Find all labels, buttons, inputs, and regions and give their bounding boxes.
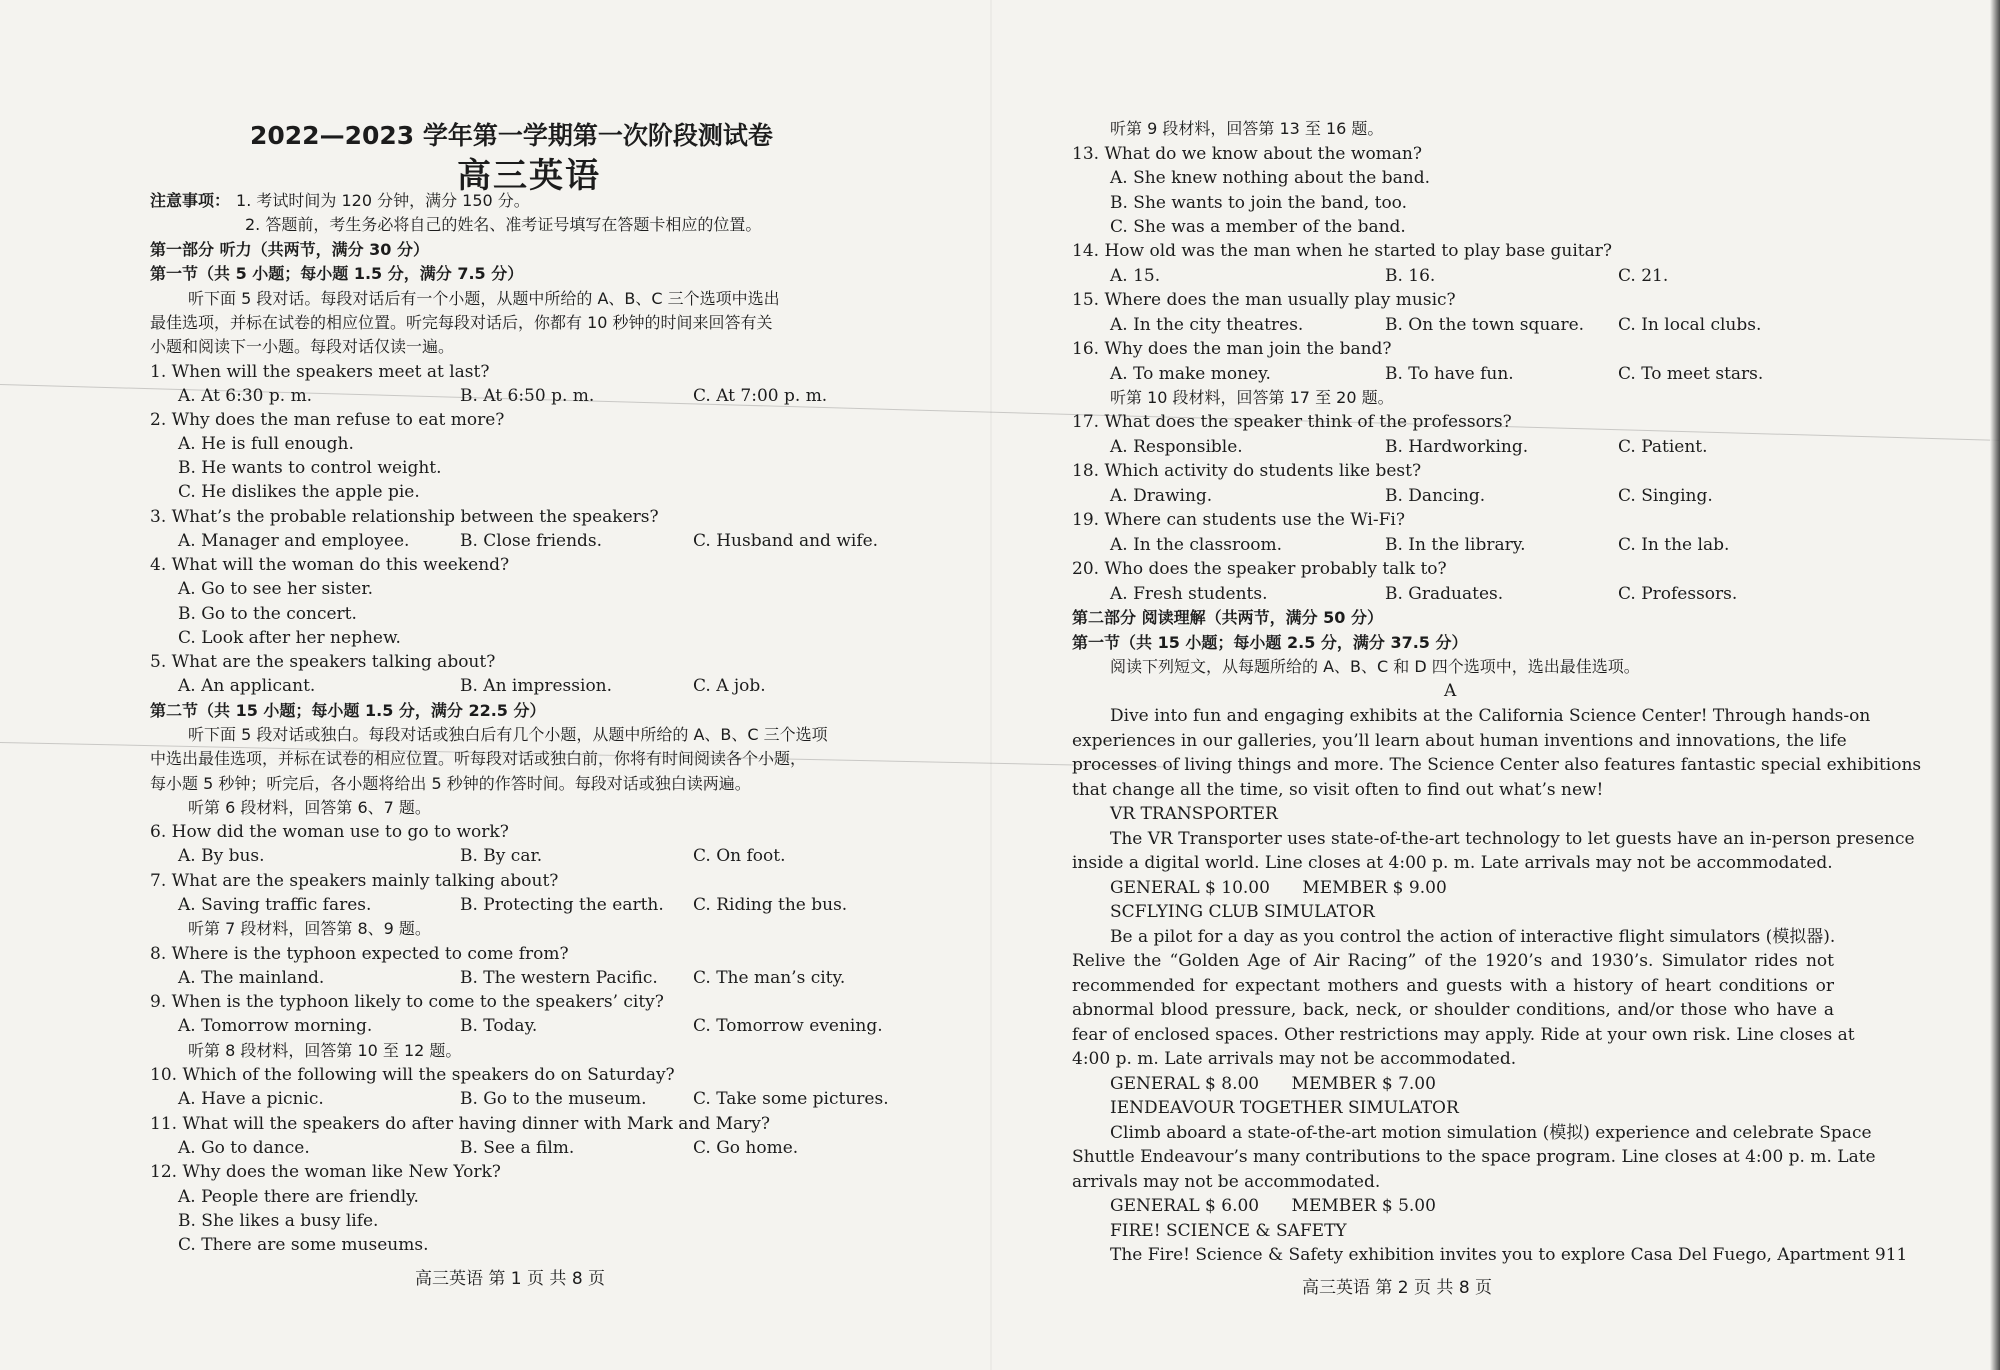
section2-instr-3: 每小题 5 秒钟；听完后，各小题将给出 5 秒钟的作答时间。每段对话或独白读两遍。 [150, 774, 751, 793]
exhibit-body-line: The Fire! Science & Safety exhibition invites you to explore Casa Del Fuego, Apartment 911 [1110, 1245, 1908, 1265]
option-c: C. Take some pictures. [693, 1089, 889, 1109]
option-a: A. She knew nothing about the band. [1110, 168, 1430, 188]
question-stem: 12. Why does the woman like New York? [150, 1162, 501, 1182]
option-c: C. Tomorrow evening. [693, 1016, 883, 1036]
option-a: A. By bus. [178, 846, 265, 866]
option-b: B. An impression. [460, 676, 613, 696]
part2-instr: 阅读下列短文，从每题所给的 A、B、C 和 D 四个选项中，选出最佳选项。 [1110, 657, 1640, 676]
option-a: A. Fresh students. [1110, 584, 1268, 604]
option-c: C. Husband and wife. [693, 531, 879, 551]
section1-instr-1: 听下面 5 段对话。每段对话后有一个小题，从题中所给的 A、B、C 三个选项中选出 [188, 289, 780, 308]
option-c: C. Singing. [1618, 486, 1713, 506]
option-b: B. At 6:50 p. m. [460, 386, 595, 406]
question-stem: 1. When will the speakers meet at last? [150, 362, 490, 382]
passage-letter: A [1444, 681, 1457, 701]
option-a: A. In the classroom. [1110, 535, 1283, 555]
notice-2: 2. 答题前，考生务必将自己的姓名、准考证号填写在答题卡相应的位置。 [245, 215, 762, 234]
question-stem: 19. Where can students use the Wi-Fi? [1072, 510, 1405, 530]
passage-cue-7: 听第 7 段材料，回答第 8、9 题。 [188, 919, 431, 938]
exhibit-body-line: fear of enclosed spaces. Other restrictions may apply. Ride at your own risk. Line closes at [1072, 1025, 1855, 1045]
option-c: C. Go home. [693, 1138, 799, 1158]
option-b: B. Go to the concert. [178, 604, 357, 624]
option-a: A. 15. [1110, 266, 1161, 286]
passage-cue-9: 听第 9 段材料，回答第 13 至 16 题。 [1110, 119, 1384, 138]
option-a: A. Responsible. [1110, 437, 1243, 457]
option-b: B. By car. [460, 846, 543, 866]
question-stem: 13. What do we know about the woman? [1072, 144, 1422, 164]
exhibit-body-line: Be a pilot for a day as you control the action of interactive flight simulators (模拟器). [1110, 927, 1836, 947]
exam-subject: 高三英语 [457, 156, 601, 196]
option-b: B. The western Pacific. [460, 968, 658, 988]
option-b: B. Today. [460, 1016, 538, 1036]
section1-instr-3: 小题和阅读下一小题。每段对话仅读一遍。 [150, 337, 455, 356]
question-stem: 6. How did the woman use to go to work? [150, 822, 509, 842]
option-c: C. In the lab. [1618, 535, 1730, 555]
exhibit-body-line: recommended for expectant mothers and guests with a history of heart conditions or [1072, 976, 1834, 996]
question-stem: 20. Who does the speaker probably talk to? [1072, 559, 1447, 579]
question-stem: 9. When is the typhoon likely to come to the speakers’ city? [150, 992, 664, 1012]
exhibit-title-endeavour: IENDEAVOUR TOGETHER SIMULATOR [1110, 1098, 1459, 1118]
option-a: A. Tomorrow morning. [178, 1016, 373, 1036]
option-c: C. He dislikes the apple pie. [178, 482, 420, 502]
passage-cue-6: 听第 6 段材料，回答第 6、7 题。 [188, 798, 431, 817]
option-c: C. Professors. [1618, 584, 1738, 604]
option-a: A. Manager and employee. [178, 531, 410, 551]
passage-cue-8: 听第 8 段材料，回答第 10 至 12 题。 [188, 1041, 462, 1060]
option-b: B. Graduates. [1385, 584, 1504, 604]
option-c: C. Look after her nephew. [178, 628, 401, 648]
scan-edge [1990, 0, 2000, 1370]
exhibit-price-flying: GENERAL $ 8.00 MEMBER $ 7.00 [1110, 1074, 1436, 1094]
part1-section2-heading: 第二节（共 15 小题；每小题 1.5 分，满分 22.5 分） [150, 701, 546, 720]
option-a: A. At 6:30 p. m. [178, 386, 313, 406]
exhibit-body-line: The VR Transporter uses state-of-the-art technology to let guests have an in-person presence [1110, 829, 1915, 849]
exhibit-body-line: Relive the “Golden Age of Air Racing” of the 1920’s and 1930’s. Simulator rides not [1072, 951, 1834, 971]
exhibit-body-line: inside a digital world. Line closes at 4:00 p. m. Late arrivals may not be accommodated. [1072, 853, 1833, 873]
option-a: A. To make money. [1110, 364, 1271, 384]
exhibit-title-flying: SCFLYING CLUB SIMULATOR [1110, 902, 1375, 922]
option-c: C. Riding the bus. [693, 895, 848, 915]
part2-heading: 第二部分 阅读理解（共两节，满分 50 分） [1072, 608, 1383, 627]
option-b: B. Dancing. [1385, 486, 1486, 506]
option-c: C. On foot. [693, 846, 786, 866]
notice-label: 注意事项： [150, 191, 231, 210]
option-c: C. At 7:00 p. m. [693, 386, 828, 406]
option-a: A. An applicant. [178, 676, 316, 696]
option-a: A. Go to dance. [178, 1138, 310, 1158]
exhibit-body-line: Climb aboard a state-of-the-art motion simulation (模拟) experience and celebrate Space [1110, 1123, 1872, 1143]
option-a: A. People there are friendly. [178, 1187, 419, 1207]
option-b: B. In the library. [1385, 535, 1526, 555]
question-stem: 3. What’s the probable relationship between the speakers? [150, 507, 659, 527]
exhibit-title-vr: VR TRANSPORTER [1110, 804, 1278, 824]
option-b: B. She likes a busy life. [178, 1211, 379, 1231]
option-b: B. Hardworking. [1385, 437, 1529, 457]
exhibit-body-line: 4:00 p. m. Late arrivals may not be accommodated. [1072, 1049, 1517, 1069]
notice-1: 1. 考试时间为 120 分钟，满分 150 分。 [236, 191, 530, 210]
option-a: A. Saving traffic fares. [178, 895, 372, 915]
question-stem: 14. How old was the man when he started to play base guitar? [1072, 241, 1613, 261]
exam-title: 2022—2023 学年第一学期第一次阶段测试卷 [250, 121, 773, 150]
option-c: C. In local clubs. [1618, 315, 1762, 335]
exhibit-body-line: Shuttle Endeavour’s many contributions to the space program. Line closes at 4:00 p. m. Late [1072, 1147, 1876, 1167]
section2-instr-2: 中选出最佳选项，并标在试卷的相应位置。听每段对话或独白前，你将有时间阅读各个小题， [150, 749, 807, 768]
notice-line-1 [150, 190, 530, 212]
passage-intro-line: experiences in our galleries, you’ll learn about human inventions and innovations, the life [1072, 731, 1847, 751]
question-stem: 10. Which of the following will the speakers do on Saturday? [150, 1065, 675, 1085]
option-b: B. Close friends. [460, 531, 603, 551]
section2-instr-1: 听下面 5 段对话或独白。每段对话或独白后有几个小题，从题中所给的 A、B、C 三个选项 [188, 725, 828, 744]
question-stem: 17. What does the speaker think of the professors? [1072, 412, 1512, 432]
exhibit-price-endeavour: GENERAL $ 6.00 MEMBER $ 5.00 [1110, 1196, 1436, 1216]
passage-cue-10: 听第 10 段材料，回答第 17 至 20 题。 [1110, 388, 1394, 407]
option-c: C. 21. [1618, 266, 1669, 286]
option-b: B. Go to the museum. [460, 1089, 647, 1109]
part1-section1-heading: 第一节（共 5 小题；每小题 1.5 分，满分 7.5 分） [150, 264, 524, 283]
option-c: C. A job. [693, 676, 766, 696]
question-stem: 16. Why does the man join the band? [1072, 339, 1392, 359]
option-a: A. The mainland. [178, 968, 325, 988]
option-c: C. To meet stars. [1618, 364, 1764, 384]
option-b: B. See a film. [460, 1138, 575, 1158]
page-fold [990, 0, 992, 1370]
option-b: B. To have fun. [1385, 364, 1514, 384]
option-b: B. Protecting the earth. [460, 895, 664, 915]
exhibit-body-line: abnormal blood pressure, back, neck, or shoulder conditions, and/or those who have a [1072, 1000, 1834, 1020]
option-a: A. Go to see her sister. [178, 579, 374, 599]
page-footer-right: 高三英语 第 2 页 共 8 页 [1302, 1278, 1493, 1298]
exhibit-title-fire: FIRE! SCIENCE & SAFETY [1110, 1221, 1347, 1241]
section1-instr-2: 最佳选项，并标在试卷的相应位置。听完每段对话后，你都有 10 秒钟的时间来回答有关 [150, 313, 773, 332]
passage-intro-line: Dive into fun and engaging exhibits at the California Science Center! Through hands-on [1110, 706, 1871, 726]
question-stem: 11. What will the speakers do after having dinner with Mark and Mary? [150, 1114, 771, 1134]
option-c: C. She was a member of the band. [1110, 217, 1406, 237]
question-stem: 18. Which activity do students like best? [1072, 461, 1422, 481]
option-a: A. Drawing. [1110, 486, 1213, 506]
question-stem: 8. Where is the typhoon expected to come from? [150, 944, 569, 964]
part1-heading: 第一部分 听力（共两节，满分 30 分） [150, 240, 429, 259]
option-a: A. He is full enough. [178, 434, 354, 454]
question-stem: 15. Where does the man usually play music? [1072, 290, 1456, 310]
question-stem: 7. What are the speakers mainly talking about? [150, 871, 559, 891]
option-c: C. The man’s city. [693, 968, 846, 988]
exhibit-price-vr: GENERAL $ 10.00 MEMBER $ 9.00 [1110, 878, 1447, 898]
option-b: B. On the town square. [1385, 315, 1585, 335]
option-b: B. She wants to join the band, too. [1110, 193, 1408, 213]
option-b: B. 16. [1385, 266, 1436, 286]
page-footer-left: 高三英语 第 1 页 共 8 页 [415, 1269, 606, 1289]
question-stem: 4. What will the woman do this weekend? [150, 555, 510, 575]
option-b: B. He wants to control weight. [178, 458, 442, 478]
option-c: C. Patient. [1618, 437, 1708, 457]
part2-section1-heading: 第一节（共 15 小题；每小题 2.5 分，满分 37.5 分） [1072, 633, 1468, 652]
option-c: C. There are some museums. [178, 1235, 429, 1255]
passage-intro-line: processes of living things and more. The Science Center also features fantastic special exhibitions [1072, 755, 1922, 775]
option-a: A. Have a picnic. [178, 1089, 324, 1109]
question-stem: 5. What are the speakers talking about? [150, 652, 496, 672]
option-a: A. In the city theatres. [1110, 315, 1304, 335]
passage-intro-line: that change all the time, so visit often to find out what’s new! [1072, 780, 1604, 800]
exhibit-body-line: arrivals may not be accommodated. [1072, 1172, 1381, 1192]
question-stem: 2. Why does the man refuse to eat more? [150, 410, 505, 430]
